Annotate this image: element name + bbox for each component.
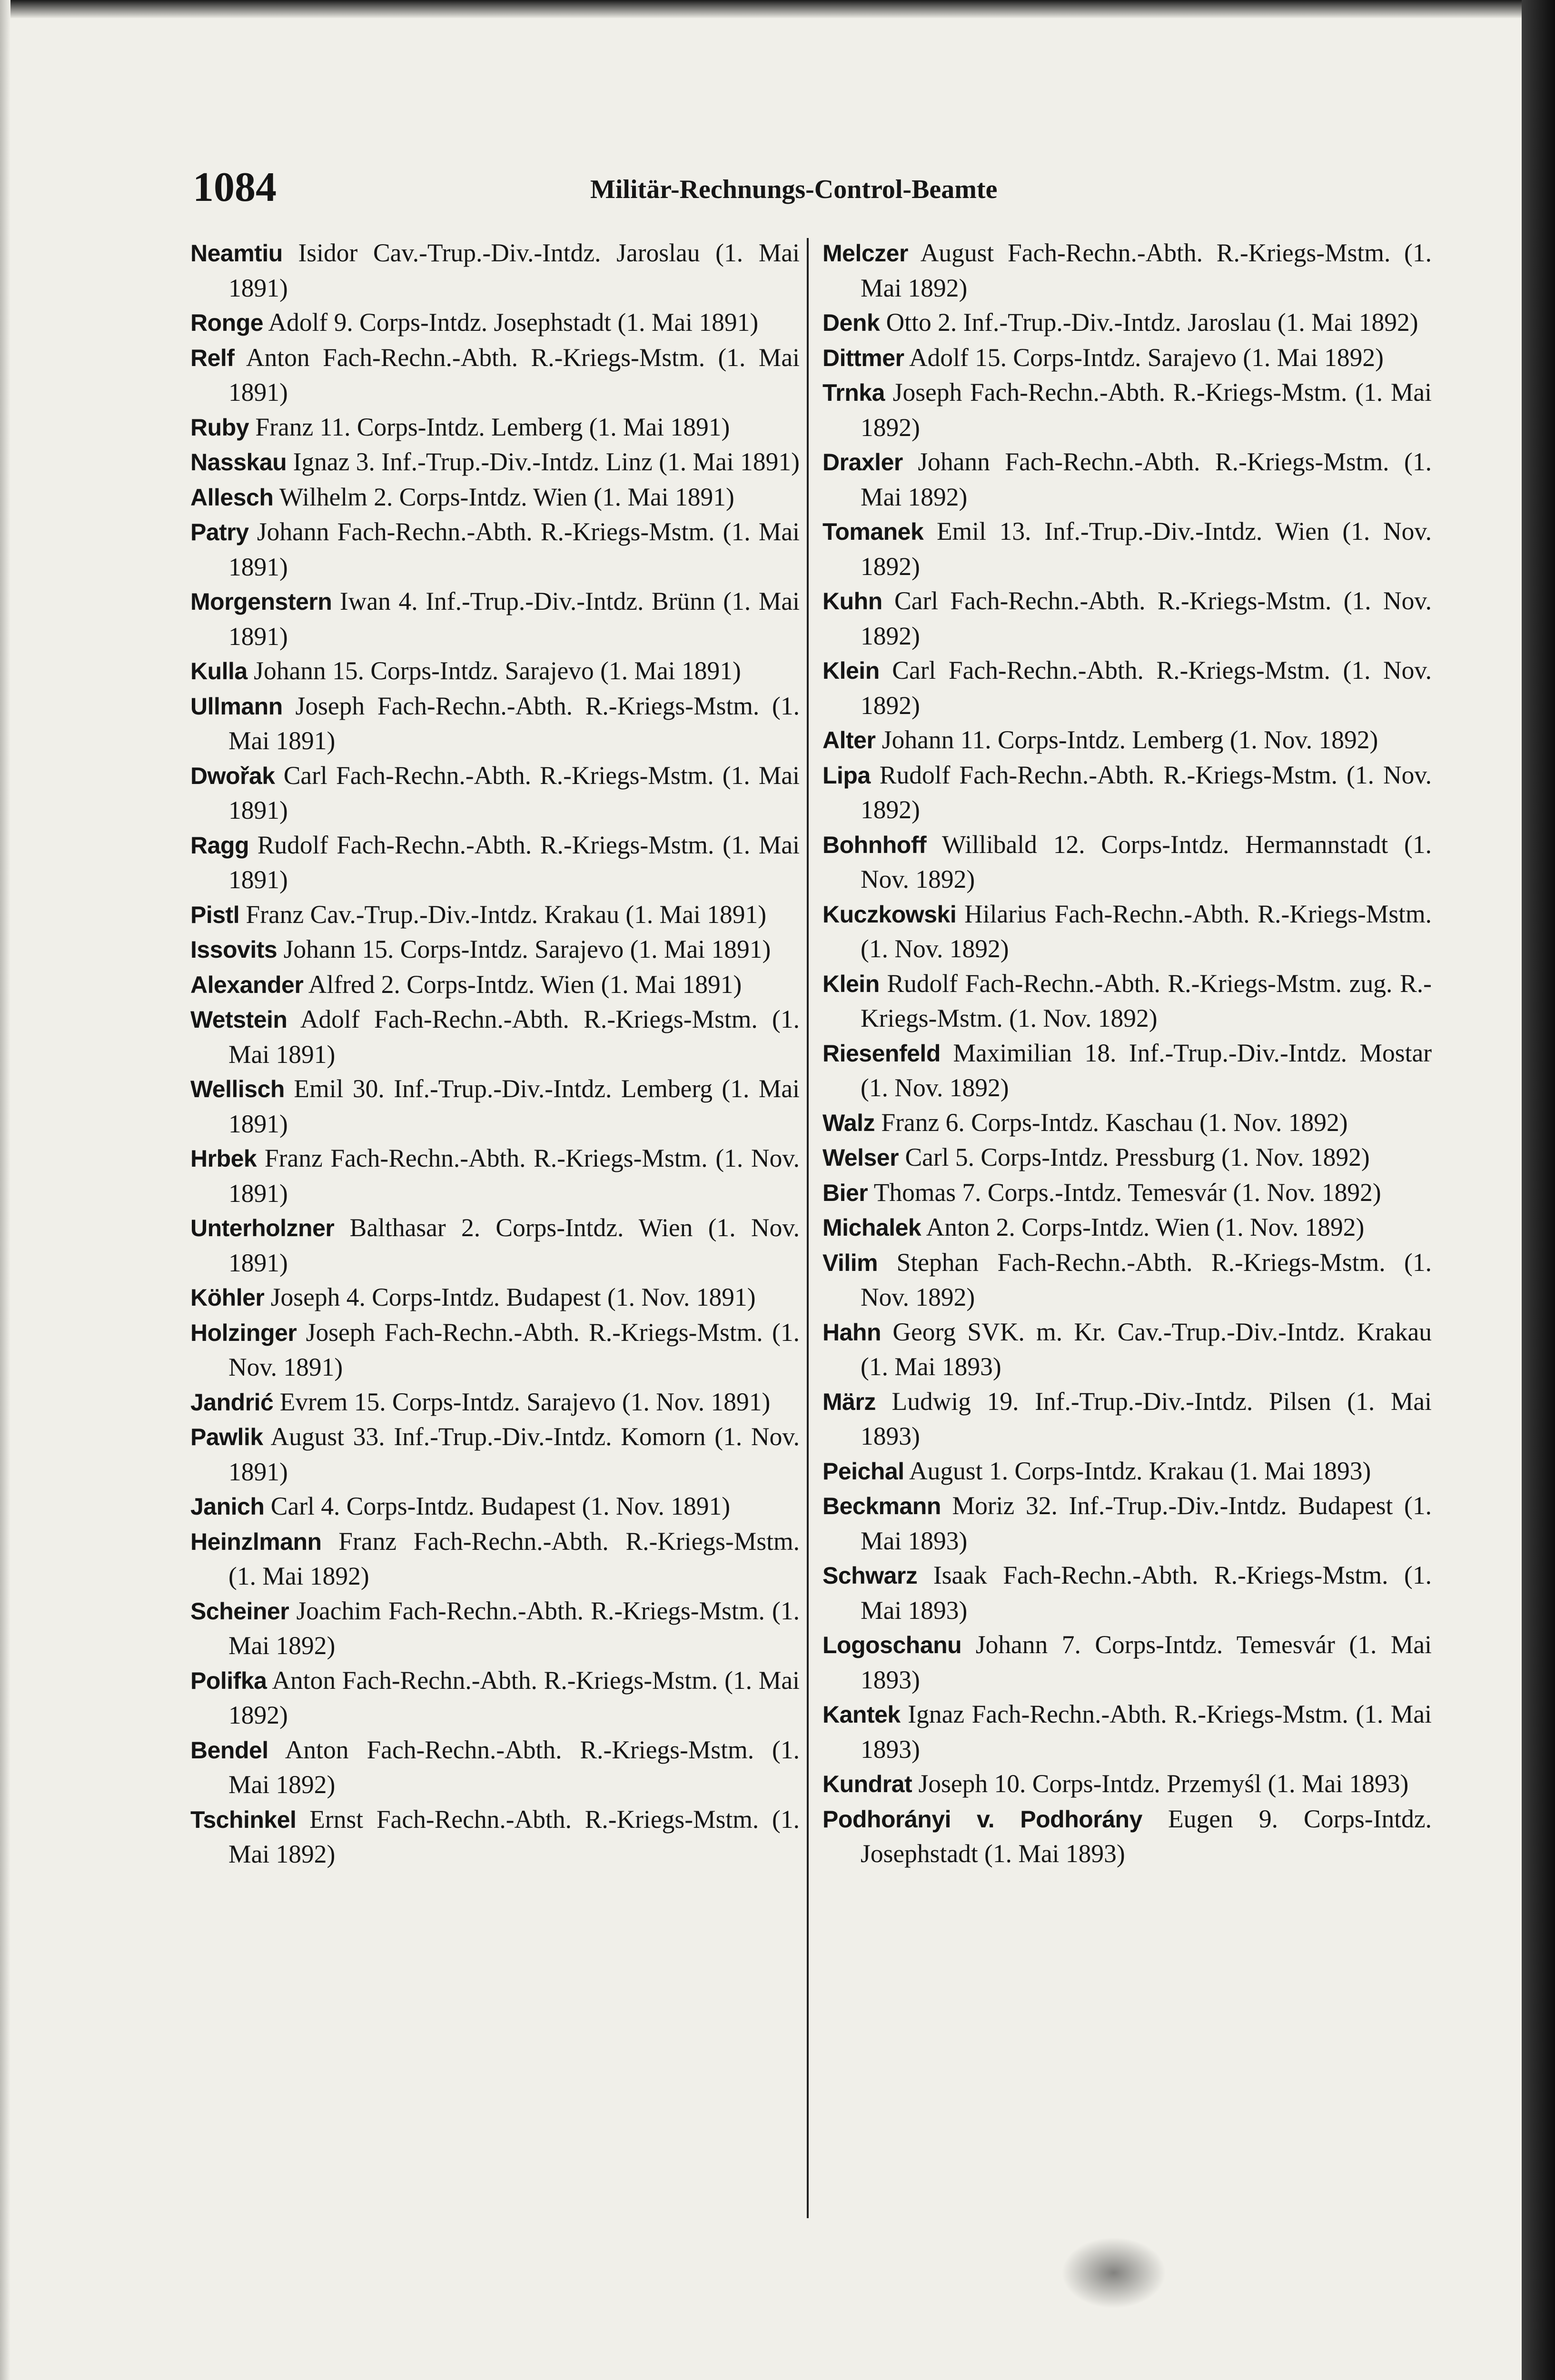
entry-details: Joseph Fach-Rechn.-Abth. R.-Kriegs-Mstm. (1. Nov. 1891) xyxy=(228,1318,800,1381)
register-entry xyxy=(822,1697,1432,1766)
scan-border-top xyxy=(0,0,1555,18)
register-entry xyxy=(190,1141,800,1210)
entry-surname: Bohnhoff xyxy=(822,831,927,858)
entry-details: Adolf 15. Corps-Intdz. Sarajevo (1. Mai 1892) xyxy=(909,343,1384,372)
entry-surname: Ruby xyxy=(190,414,249,441)
register-entry xyxy=(822,897,1432,966)
entry-details: Franz Fach-Rechn.-Abth. R.-Kriegs-Mstm. (1. Nov. 1891) xyxy=(228,1144,800,1208)
entry-surname: Peichal xyxy=(822,1458,904,1485)
entry-details: Ludwig 19. Inf.-Trup.-Div.-Intdz. Pilsen (1. Mai 1893) xyxy=(861,1387,1432,1450)
register-entry xyxy=(822,584,1432,653)
entry-details: Carl 5. Corps-Intdz. Pressburg (1. Nov. 1892) xyxy=(905,1143,1370,1171)
entry-surname: Unterholzner xyxy=(190,1215,335,1241)
left-column xyxy=(190,236,800,1872)
entry-surname: Ullmann xyxy=(190,693,283,720)
entry-details: Joseph 4. Corps-Intdz. Budapest (1. Nov. 1891) xyxy=(270,1283,756,1311)
entry-surname: Polifka xyxy=(190,1667,267,1694)
entry-surname: Hrbek xyxy=(190,1145,257,1172)
entry-surname: Wellisch xyxy=(190,1076,285,1102)
register-entry xyxy=(822,1454,1432,1489)
register-entry xyxy=(190,654,800,689)
entry-surname: Vilim xyxy=(822,1249,878,1276)
register-entry xyxy=(190,1210,800,1280)
running-title: Militär-Rechnungs-Control-Beamte xyxy=(590,175,998,204)
register-entry xyxy=(822,236,1432,305)
entry-surname: Klein xyxy=(822,657,880,684)
register-entry xyxy=(190,897,800,932)
entry-details: Franz 6. Corps-Intdz. Kaschau (1. Nov. 1892) xyxy=(881,1108,1348,1137)
entry-details: Rudolf Fach-Rechn.-Abth. R.-Kriegs-Mstm. (1. Nov. 1892) xyxy=(861,760,1432,824)
entry-details: Carl Fach-Rechn.-Abth. R.-Kriegs-Mstm. (1. Nov. 1892) xyxy=(861,586,1432,650)
register-entry xyxy=(190,445,800,480)
entry-details: Carl 4. Corps-Intdz. Budapest (1. Nov. 1891) xyxy=(270,1492,731,1520)
entry-details: Ernst Fach-Rechn.-Abth. R.-Kriegs-Mstm. (1. Mai 1892) xyxy=(228,1805,800,1868)
entry-details: August 33. Inf.-Trup.-Div.-Intdz. Komorn (1. Nov. 1891) xyxy=(228,1422,800,1486)
entry-surname: Podhorányi v. Podhorány xyxy=(822,1805,1142,1833)
entry-surname: Schwarz xyxy=(822,1562,918,1589)
entry-surname: Trnka xyxy=(822,379,885,406)
entry-details: Willibald 12. Corps-Intdz. Hermannstadt (1. Nov. 1892) xyxy=(861,830,1432,893)
register-entry xyxy=(190,1733,800,1802)
register-entry xyxy=(190,1071,800,1141)
entry-surname: Dwořak xyxy=(190,762,275,789)
entry-surname: Patry xyxy=(190,519,249,545)
entry-details: Johann Fach-Rechn.-Abth. R.-Kriegs-Mstm. (1. Mai 1892) xyxy=(861,447,1432,511)
register-entry xyxy=(822,723,1432,758)
entry-details: Johann 15. Corps-Intdz. Sarajevo (1. Mai 1891) xyxy=(254,656,741,685)
entry-details: Isaak Fach-Rechn.-Abth. R.-Kriegs-Mstm. (1. Mai 1893) xyxy=(861,1561,1432,1625)
entry-surname: Kuhn xyxy=(822,588,882,615)
entry-surname: Logoschanu xyxy=(822,1632,962,1658)
entry-surname: Neamtiu xyxy=(190,240,283,267)
entry-surname: Kulla xyxy=(190,658,248,684)
entry-details: Iwan 4. Inf.-Trup.-Div.-Intdz. Brünn (1. Mai 1891) xyxy=(228,587,800,651)
entry-details: Ignaz 3. Inf.-Trup.-Div.-Intdz. Linz (1. Mai 1891) xyxy=(293,447,800,476)
register-entry xyxy=(190,515,800,584)
entry-details: Johann 7. Corps-Intdz. Temesvár (1. Mai 1893) xyxy=(861,1630,1432,1694)
entry-surname: Hahn xyxy=(822,1319,881,1346)
entry-details: August Fach-Rechn.-Abth. R.-Kriegs-Mstm. (1. Mai 1892) xyxy=(861,238,1432,302)
entry-details: Franz Fach-Rechn.-Abth. R.-Kriegs-Mstm. (1. Mai 1892) xyxy=(228,1527,800,1590)
register-entry xyxy=(822,1210,1432,1245)
register-entry xyxy=(190,305,800,340)
entry-details: Ignaz Fach-Rechn.-Abth. R.-Kriegs-Mstm. (1. Mai 1893) xyxy=(861,1700,1432,1764)
entry-details: Balthasar 2. Corps-Intdz. Wien (1. Nov. 1891) xyxy=(228,1213,800,1277)
entry-surname: Wetstein xyxy=(190,1006,287,1033)
register-entry xyxy=(190,1524,800,1594)
entry-surname: März xyxy=(822,1388,876,1415)
register-entry xyxy=(822,375,1432,445)
entry-details: Anton Fach-Rechn.-Abth. R.-Kriegs-Mstm. (1. Mai 1891) xyxy=(228,343,800,407)
entry-surname: Lipa xyxy=(822,762,871,789)
column-divider xyxy=(807,238,809,2218)
register-entry xyxy=(822,1175,1432,1210)
register-entry xyxy=(190,236,800,305)
entry-surname: Riesenfeld xyxy=(822,1040,941,1067)
entry-surname: Kuczkowski xyxy=(822,901,957,928)
register-entry xyxy=(822,827,1432,897)
entry-surname: Allesch xyxy=(190,484,274,511)
register-entry xyxy=(822,1558,1432,1627)
entry-surname: Janich xyxy=(190,1493,265,1520)
entry-details: Adolf Fach-Rechn.-Abth. R.-Kriegs-Mstm. (1. Mai 1891) xyxy=(228,1005,800,1069)
register-entry xyxy=(190,967,800,1002)
register-entry xyxy=(822,1245,1432,1315)
entry-surname: Kantek xyxy=(822,1701,901,1728)
register-entry xyxy=(190,410,800,445)
entry-surname: Klein xyxy=(822,970,880,997)
register-entry xyxy=(822,1802,1432,1871)
entry-details: Rudolf Fach-Rechn.-Abth. R.-Kriegs-Mstm. (1. Mai 1891) xyxy=(228,830,800,894)
entry-details: Anton Fach-Rechn.-Abth. R.-Kriegs-Mstm. (1. Mai 1892) xyxy=(228,1735,800,1799)
entry-surname: Alter xyxy=(822,727,876,754)
register-entry xyxy=(822,514,1432,584)
register-entry xyxy=(822,1627,1432,1697)
register-entry xyxy=(190,689,800,758)
entry-surname: Ragg xyxy=(190,832,249,859)
register-entry xyxy=(822,1036,1432,1105)
entry-surname: Heinzlmann xyxy=(190,1528,322,1555)
entry-surname: Jandrić xyxy=(190,1388,274,1416)
entry-details: Franz 11. Corps-Intdz. Lemberg (1. Mai 1891) xyxy=(255,412,730,441)
entry-details: Rudolf Fach-Rechn.-Abth. R.-Kriegs-Mstm. zug. R.-Kriegs-Mstm. (1. Nov. 1892) xyxy=(861,969,1432,1032)
entry-details: Johann Fach-Rechn.-Abth. R.-Kriegs-Mstm. (1. Mai 1891) xyxy=(228,517,800,581)
entry-details: August 1. Corps-Intdz. Krakau (1. Mai 1893) xyxy=(909,1456,1371,1485)
entry-surname: Michalek xyxy=(822,1214,921,1241)
entry-surname: Melczer xyxy=(822,240,908,267)
entry-details: Hilarius Fach-Rechn.-Abth. R.-Kriegs-Mstm. (1. Nov. 1892) xyxy=(861,899,1432,963)
register-entry xyxy=(190,1802,800,1872)
register-entry xyxy=(190,1002,800,1071)
entry-details: Thomas 7. Corps.-Intdz. Temesvár (1. Nov. 1892) xyxy=(873,1178,1381,1207)
entry-details: Johann 11. Corps-Intdz. Lemberg (1. Nov. 1892) xyxy=(881,725,1378,754)
register-entry xyxy=(822,1384,1432,1454)
entry-surname: Holzinger xyxy=(190,1319,297,1346)
register-entry xyxy=(190,480,800,515)
entry-surname: Tschinkel xyxy=(190,1806,297,1833)
register-entry xyxy=(822,1140,1432,1175)
entry-details: Anton 2. Corps-Intdz. Wien (1. Nov. 1892) xyxy=(926,1213,1365,1241)
right-column xyxy=(822,236,1432,1871)
ink-smudge xyxy=(1061,2237,1166,2309)
entry-details: Joseph Fach-Rechn.-Abth. R.-Kriegs-Mstm. (1. Mai 1892) xyxy=(861,378,1432,442)
register-entry xyxy=(822,758,1432,827)
register-entry xyxy=(190,758,800,828)
entry-details: Franz Cav.-Trup.-Div.-Intdz. Krakau (1. Mai 1891) xyxy=(246,900,767,929)
entry-surname: Bier xyxy=(822,1179,868,1206)
entry-surname: Tomanek xyxy=(822,518,924,545)
entry-surname: Alexander xyxy=(190,971,304,998)
register-entry xyxy=(190,1385,800,1420)
entry-surname: Morgenstern xyxy=(190,588,332,615)
entry-surname: Draxler xyxy=(822,449,903,476)
register-entry xyxy=(822,445,1432,514)
register-entry xyxy=(822,1105,1432,1140)
register-entry xyxy=(190,932,800,967)
entry-details: Eugen 9. Corps-Intdz. Josephstadt (1. Mai 1893) xyxy=(861,1804,1432,1868)
entry-surname: Bendel xyxy=(190,1736,268,1764)
entry-surname: Beckmann xyxy=(822,1493,941,1519)
entry-surname: Dittmer xyxy=(822,344,904,371)
entry-surname: Pistl xyxy=(190,901,240,928)
register-entry xyxy=(822,1488,1432,1558)
scan-border-right xyxy=(1522,0,1555,2380)
entry-surname: Pawlik xyxy=(190,1424,263,1450)
entry-surname: Denk xyxy=(822,309,880,336)
entry-surname: Walz xyxy=(822,1109,875,1136)
register-entry xyxy=(190,584,800,654)
entry-surname: Issovits xyxy=(190,936,277,963)
entry-details: Emil 30. Inf.-Trup.-Div.-Intdz. Lemberg (1. Mai 1891) xyxy=(228,1074,800,1138)
entry-surname: Welser xyxy=(822,1144,899,1171)
entry-details: Evrem 15. Corps-Intdz. Sarajevo (1. Nov. 1891) xyxy=(279,1387,771,1416)
entry-details: Maximilian 18. Inf.-Trup.-Div.-Intdz. Mostar (1. Nov. 1892) xyxy=(861,1038,1432,1102)
entry-details: Joseph 10. Corps-Intdz. Przemyśl (1. Mai 1893) xyxy=(918,1769,1409,1798)
entry-details: Wilhelm 2. Corps-Intdz. Wien (1. Mai 1891) xyxy=(279,482,734,511)
entry-details: Carl Fach-Rechn.-Abth. R.-Kriegs-Mstm. (1. Nov. 1892) xyxy=(861,656,1432,720)
entry-details: Joseph Fach-Rechn.-Abth. R.-Kriegs-Mstm. (1. Mai 1891) xyxy=(228,691,800,755)
entry-surname: Ronge xyxy=(190,309,264,336)
register-entry xyxy=(190,1594,800,1663)
entry-details: Emil 13. Inf.-Trup.-Div.-Intdz. Wien (1. Nov. 1892) xyxy=(861,517,1432,581)
entry-surname: Relf xyxy=(190,344,235,371)
register-entry xyxy=(190,340,800,410)
register-entry xyxy=(190,1315,800,1385)
entry-surname: Scheiner xyxy=(190,1597,289,1625)
entry-details: Joachim Fach-Rechn.-Abth. R.-Kriegs-Mstm. (1. Mai 1892) xyxy=(228,1596,800,1660)
entry-details: Carl Fach-Rechn.-Abth. R.-Kriegs-Mstm. (1. Mai 1891) xyxy=(228,761,800,824)
entry-details: Otto 2. Inf.-Trup.-Div.-Intdz. Jaroslau (1. Mai 1892) xyxy=(886,308,1418,337)
register-entry xyxy=(190,1419,800,1489)
register-entry xyxy=(190,1280,800,1315)
register-entry xyxy=(190,828,800,897)
entry-details: Anton Fach-Rechn.-Abth. R.-Kriegs-Mstm. (1. Mai 1892) xyxy=(228,1666,800,1729)
entry-details: Adolf 9. Corps-Intdz. Josephstadt (1. Mai 1891) xyxy=(268,308,759,337)
entry-surname: Kundrat xyxy=(822,1771,912,1797)
scan-border-left xyxy=(0,0,10,2380)
entry-details: Johann 15. Corps-Intdz. Sarajevo (1. Mai 1891) xyxy=(283,935,771,963)
entry-surname: Nasskau xyxy=(190,449,287,476)
register-entry xyxy=(822,966,1432,1036)
register-entry xyxy=(822,1315,1432,1384)
page-number: 1084 xyxy=(193,164,277,210)
register-entry xyxy=(822,653,1432,723)
entry-details: Georg SVK. m. Kr. Cav.-Trup.-Div.-Intdz. Krakau (1. Mai 1893) xyxy=(861,1317,1432,1381)
entry-surname: Köhler xyxy=(190,1284,265,1311)
entry-details: Stephan Fach-Rechn.-Abth. R.-Kriegs-Mstm. (1. Nov. 1892) xyxy=(861,1248,1432,1311)
entry-details: Isidor Cav.-Trup.-Div.-Intdz. Jaroslau (1. Mai 1891) xyxy=(228,238,800,302)
register-entry xyxy=(822,305,1432,340)
entry-details: Alfred 2. Corps-Intdz. Wien (1. Mai 1891) xyxy=(308,970,742,999)
register-entry xyxy=(190,1489,800,1524)
register-entry xyxy=(822,340,1432,376)
entry-details: Moriz 32. Inf.-Trup.-Div.-Intdz. Budapest (1. Mai 1893) xyxy=(861,1491,1432,1555)
register-entry xyxy=(190,1663,800,1733)
register-entry xyxy=(822,1766,1432,1802)
